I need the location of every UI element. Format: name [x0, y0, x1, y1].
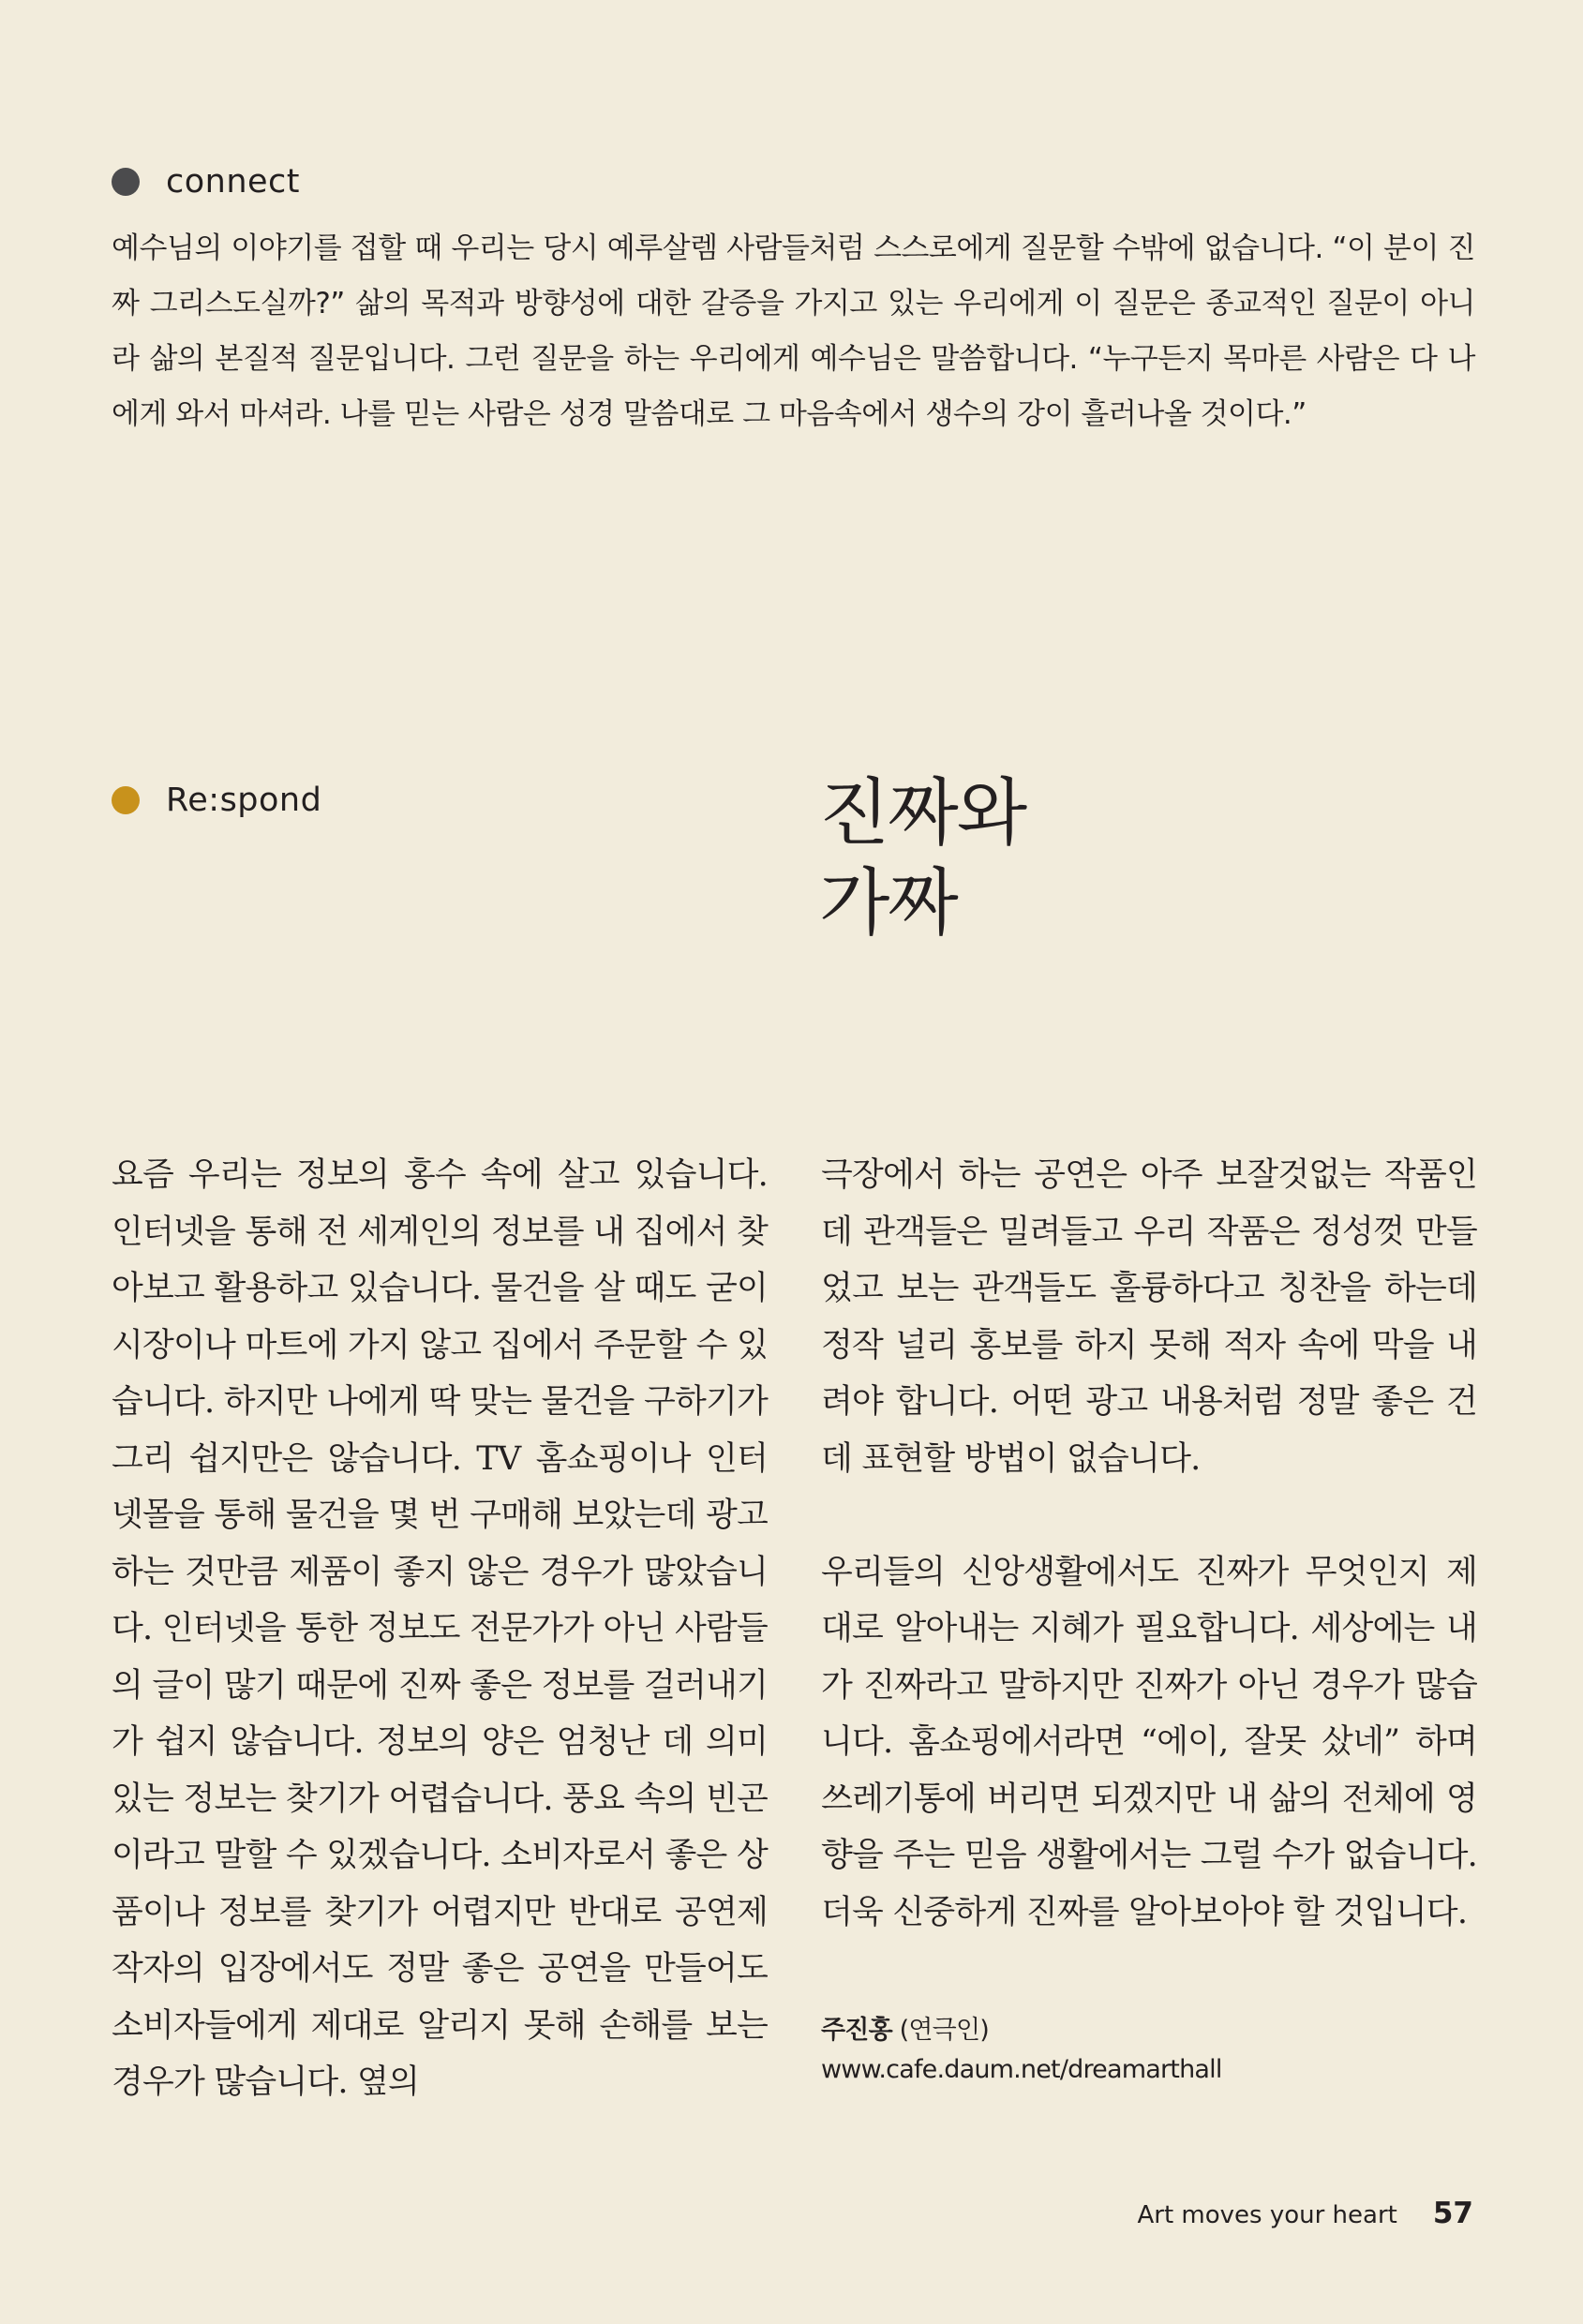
article-paragraph-right-2: 우리들의 신앙생활에서도 진짜가 무엇인지 제대로 알아내는 지혜가 필요합니다. 세상에는 내가 진짜라고 말하지만 진짜가 아닌 경우가 많습니다. 홈쇼핑에서라면 “에이, 잘못 샀네” 하며 쓰레기통에 버리면 되겠지만 내 삶의 전체에 영향을 주는 믿음 생활에서는 그럴 수가 없습니다. 더욱 신중하게 진짜를 알아보아야 할 것입니다. [821, 1553, 1477, 1931]
footer-tagline: Art moves your heart [1137, 2201, 1397, 2229]
article-paragraph-right-1: 극장에서 하는 공연은 아주 보잘것없는 작품인데 관객들은 밀려들고 우리 작품은 정성껏 만들었고 보는 관객들도 훌륭하다고 칭찬을 하는데 정작 널리 홍보를 하지 못해 적자 속에 막을 내려야 합니다. 어떤 광고 내용처럼 정말 좋은 건데 표현할 방법이 없습니다. [821, 1156, 1477, 1478]
article-left-column [112, 1147, 768, 2111]
author-url[interactable]: www.cafe.daum.net/dreamarthall [821, 2055, 1222, 2084]
page-footer [1137, 2197, 1473, 2230]
article-right-column [821, 1147, 1477, 1941]
connect-label: connect [166, 163, 301, 201]
respond-label: Re:spond [166, 782, 322, 819]
author-block [821, 2011, 1222, 2090]
article-title-line-2: 가짜 [819, 861, 957, 946]
connect-bullet-icon [112, 168, 140, 196]
respond-section-header [112, 782, 321, 819]
article-title [819, 768, 1025, 948]
author-name: 주진홍 [821, 2016, 892, 2045]
page-number: 57 [1432, 2197, 1473, 2230]
author-role: (연극인) [899, 2016, 989, 2045]
respond-bullet-icon [112, 786, 140, 814]
connect-section-header [112, 163, 300, 201]
author-line [821, 2011, 1222, 2050]
article-title-line-1: 진짜와 [819, 771, 1026, 856]
connect-paragraph: 예수님의 이야기를 접할 때 우리는 당시 예루살렘 사람들처럼 스스로에게 질문할 수밖에 없습니다. “이 분이 진짜 그리스도실까?” 삶의 목적과 방향성에 대한 갈증을 가지고 있는 우리에게 이 질문은 종교적인 질문이 아니라 삶의 본질적 질문입니다. 그런 질문을 하는 우리에게 예수님은 말씀합니다. “누구든지 목마른 사람은 다 나에게 와서 마셔라. 나를 믿는 사람은 성경 말씀대로 그 마음속에서 생수의 강이 흘러나올 것이다.” [112, 231, 1475, 431]
article-paragraph-left: 요즘 우리는 정보의 홍수 속에 살고 있습니다. 인터넷을 통해 전 세계인의 정보를 내 집에서 찾아보고 활용하고 있습니다. 물건을 살 때도 굳이 시장이나 마트에 가지 않고 집에서 주문할 수 있습니다. 하지만 나에게 딱 맞는 물건을 구하기가 그리 쉽지만은 않습니다. TV 홈쇼핑이나 인터넷몰을 통해 물건을 몇 번 구매해 보았는데 광고하는 것만큼 제품이 좋지 않은 경우가 많았습니다. 인터넷을 통한 정보도 전문가가 아닌 사람들의 글이 많기 때문에 진짜 좋은 정보를 걸러내기가 쉽지 않습니다. 정보의 양은 엄청난 데 의미 있는 정보는 찾기가 어렵습니다. 풍요 속의 빈곤이라고 말할 수 있겠습니다. 소비자로서 좋은 상품이나 정보를 찾기가 어렵지만 반대로 공연제작자의 입장에서도 정말 좋은 공연을 만들어도 소비자들에게 제대로 알리지 못해 손해를 보는 경우가 많습니다. 옆의 [112, 1156, 768, 2101]
